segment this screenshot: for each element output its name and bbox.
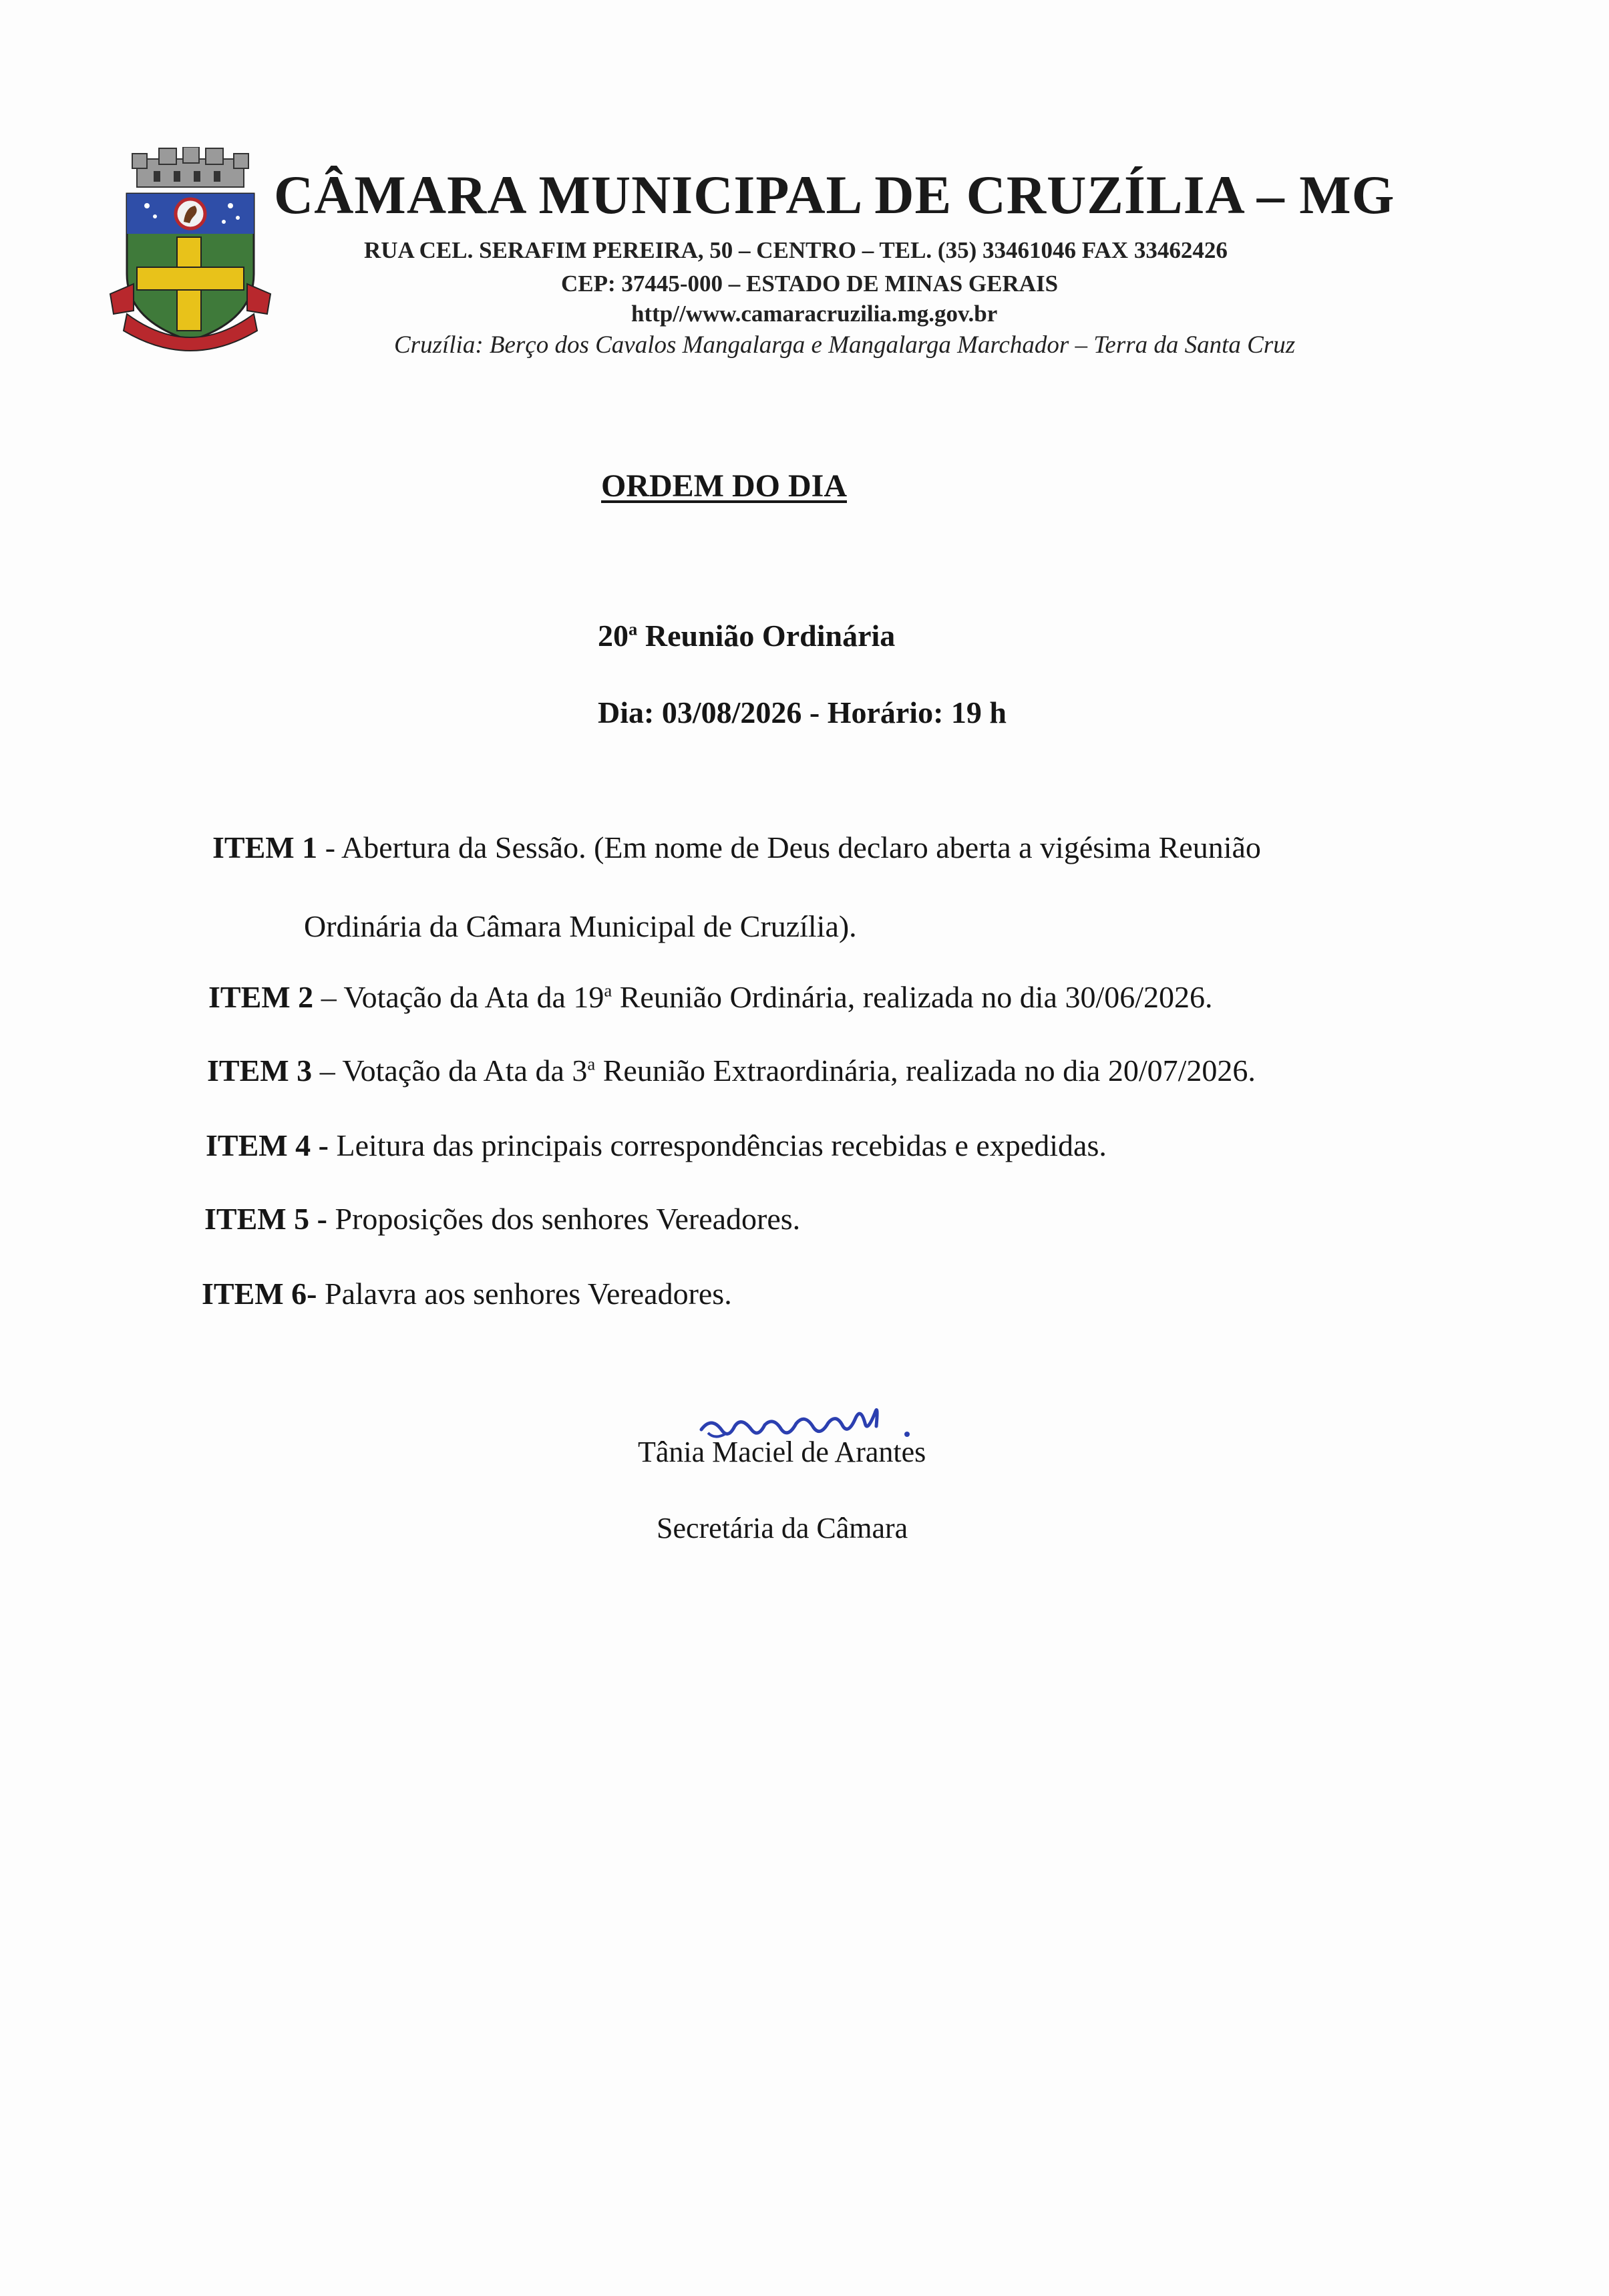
agenda-item-4 (206, 1128, 1107, 1163)
agenda-item-2 (208, 979, 1213, 1015)
item-text: Leitura das principais correspondências recebidas e expedidas. (329, 1128, 1107, 1162)
ordinal-suffix: a (604, 980, 612, 1001)
item-text: - Abertura da Sessão. (Em nome de Deus declaro aberta a vigésima Reunião (317, 830, 1261, 864)
session-name (598, 618, 895, 653)
session-date-time: Dia: 03/08/2026 - Horário: 19 h (598, 695, 1007, 729)
signer-role: Secretária da Câmara (657, 1512, 908, 1544)
item-text-rest: Reunião Extraordinária, realizada no dia 20/07/2026. (595, 1053, 1256, 1088)
ordinal-suffix: a (587, 1053, 596, 1074)
session-name-text: Reunião Ordinária (637, 619, 896, 653)
cep-line: CEP: 37445-000 – ESTADO DE MINAS GERAIS (561, 271, 1059, 297)
city-motto: Cruzília: Berço dos Cavalos Mangalarga e Mangalarga Marchador – Terra da Santa Cruz (394, 331, 1296, 359)
item-label: ITEM 5 - (204, 1202, 327, 1236)
document-title: ORDEM DO DIA (601, 468, 847, 504)
item-text-rest: Reunião Ordinária, realizada no dia 30/06/2026. (612, 980, 1213, 1014)
item-label: ITEM 2 (208, 980, 314, 1014)
item-label: ITEM 3 (207, 1053, 313, 1088)
organization-name: CÂMARA MUNICIPAL DE CRUZÍLIA – MG (274, 164, 1395, 225)
session-ordinal-suffix: a (629, 619, 638, 639)
agenda-item-3 (207, 1053, 1256, 1088)
item-text: Palavra aos senhores Vereadores. (317, 1277, 732, 1311)
agenda-item-1 (212, 830, 1261, 865)
signer-name: Tânia Maciel de Arantes (638, 1436, 926, 1468)
address-line: RUA CEL. SERAFIM PEREIRA, 50 – CENTRO – TEL. (35) 33461046 FAX 33462426 (364, 237, 1228, 263)
item-text: – Votação da Ata da 19 (313, 980, 604, 1014)
municipal-crest-logo (107, 147, 274, 361)
item-label: ITEM 4 - (206, 1128, 329, 1162)
agenda-item-5 (204, 1201, 800, 1237)
item-label: ITEM 1 (212, 830, 318, 864)
session-number: 20 (598, 619, 629, 653)
item-text: Proposições dos senhores Vereadores. (327, 1202, 801, 1236)
item-text: – Votação da Ata da 3 (312, 1053, 588, 1088)
agenda-item-6 (202, 1276, 732, 1311)
agenda-item-1-continuation: Ordinária da Câmara Municipal de Cruzília). (304, 909, 857, 943)
website-line: http//www.camaracruzilia.mg.gov.br (631, 301, 998, 327)
item-label: ITEM 6- (202, 1277, 317, 1311)
